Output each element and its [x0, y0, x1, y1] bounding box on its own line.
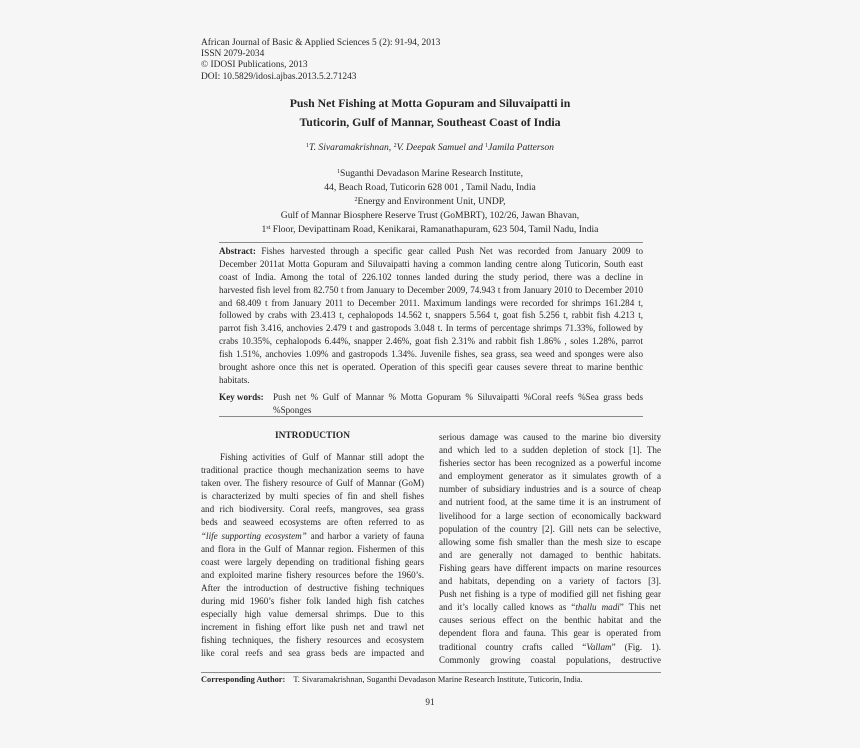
- italic-term: thallu madi: [575, 602, 620, 613]
- affiliation-text: 1: [261, 224, 267, 235]
- body-line: and which led to a sudden depletion of stock [1]. The: [439, 445, 661, 456]
- affiliation-text: Floor, Devipattinam Road, Kenikarai, Ramanathapuram, 623 504, Tamil Nadu, India: [270, 224, 599, 235]
- abstract-line: and 68.409 t from January 2011 to December 2011. Maximum landings were recorded for shrimps 161.284 t,: [219, 297, 643, 308]
- body-line: increment in fishing effort like push net and trawl net: [201, 622, 424, 633]
- body-line: fisheries sector has been recognized as a powerful income: [439, 458, 661, 469]
- author-affiliation-mark: 1: [485, 143, 489, 149]
- abstract-line: coast of India. Among the total of 226.102 tonnes landed during the study period, there was a decline in: [219, 271, 643, 282]
- ordinal-suffix: st: [266, 225, 271, 231]
- abstract-line: [219, 245, 643, 258]
- italic-term: “life supporting ecosystem”: [201, 530, 307, 541]
- body-line: and flora in the Gulf of Mannar region. Fishermen of this: [201, 543, 424, 554]
- abstract-line: December 2011at Motta Gopuram and Siluvaipatti having a common landing centre along Tuticorin, South east: [219, 258, 643, 269]
- abstract-line: crabs 10.35%, cephalopods 6.44%, snapper 2.46%, goat fish 2.31% and rabbit fish 1.86% , soles 1.28%, parrot: [219, 336, 643, 347]
- abstract-line: brought ashore once this net is operated. Operation of this specifi gear causes severe threat to marine benthic: [219, 362, 643, 373]
- affiliation-line: 44, Beach Road, Tuticorin 628 001 , Tamil Nadu, India: [324, 181, 536, 193]
- author-affiliation-mark: 2: [393, 143, 397, 149]
- author-affiliation-mark: 1: [306, 143, 310, 149]
- journal-citation: African Journal of Basic & Applied Sciences 5 (2): 91-94, 2013: [201, 38, 441, 48]
- corresponding-author: [201, 675, 583, 684]
- affiliation-line: Gulf of Mannar Biosphere Reserve Trust (GoMBRT), 102/26, Jawan Bhavan,: [280, 209, 580, 221]
- footnote-rule: [201, 672, 661, 673]
- keywords-list: [273, 391, 643, 417]
- paper-title: [200, 94, 660, 132]
- corresponding-author-text: T. Sivaramakrishnan, Suganthi Devadason Marine Research Institute, Tuticorin, India.: [293, 675, 583, 684]
- body-line: is characterized by multi species of fin and shell fishes: [201, 491, 424, 502]
- body-line: like coral reefs and sea grass beds are impacted and: [201, 648, 424, 659]
- body-line: during mid 1960’s fisher folk landed high fish catches: [201, 596, 424, 607]
- body-text: ” (Fig. 1).: [611, 641, 661, 652]
- keywords-bottom-rule: [219, 416, 643, 417]
- author-name: T. Sivaramakrishnan,: [309, 142, 394, 153]
- body-column-left: [201, 451, 424, 661]
- affiliation-line: [200, 222, 660, 237]
- author-name: Jamila Patterson: [488, 142, 554, 153]
- doi: DOI: 10.5829/idosi.ajbas.2013.5.2.71243: [201, 71, 357, 82]
- body-line: fishing techniques, the fishery resources and ecosystem: [201, 635, 424, 646]
- body-line: allowing some fish smaller than the mesh size to escape: [439, 536, 661, 547]
- body-line: [439, 641, 661, 654]
- body-line: serious damage was caused to the marine bio diversity: [439, 432, 661, 442]
- issn: ISSN 2079-2034: [201, 49, 265, 60]
- body-line: Fishing activities of Gulf of Mannar still adopt the: [220, 452, 424, 462]
- affiliation-text: Suganthi Devadason Marine Research Institute,: [339, 168, 524, 179]
- affiliation-line: [200, 166, 660, 181]
- body-text: and it’s locally called knows as “: [439, 602, 576, 613]
- author-name: V. Deepak Samuel and: [396, 142, 486, 153]
- body-line: especially high value demersal shrimps. Due to this: [201, 609, 424, 620]
- body-line: and exploited marine fishery resources before the 1960’s.: [201, 569, 424, 580]
- body-line: population of the country [2]. Gill nets can be selective,: [439, 523, 661, 534]
- body-line: traditional practice though mechanization seems to have: [201, 465, 424, 476]
- body-text: ” This net: [619, 602, 661, 613]
- author-list: [200, 140, 660, 154]
- journal-header: [201, 38, 440, 83]
- body-line: livelihood for a large section of economically backward: [439, 510, 661, 521]
- affiliation-line: [200, 194, 660, 209]
- body-line: causes serious effect on the benthic habitat and the: [439, 615, 661, 626]
- body-line: [439, 601, 661, 614]
- abstract-line: harvested fish level from 82.750 t from January to December 2009, 74.943 t from January 2010 to December 2010: [219, 284, 643, 295]
- body-line: and are generally not damaged to benthic habitats.: [439, 549, 661, 560]
- body-line: taken over. The fishery resource of Gulf of Mannar (GoM): [201, 478, 424, 489]
- keywords-label: Key words:: [219, 392, 264, 402]
- body-line: dependent flora and fauna. This gear is operated from: [439, 628, 661, 639]
- body-line: Commonly growing coastal populations, destructive: [439, 654, 661, 665]
- body-line: number of subsidiary industries and is a source of cheap: [439, 484, 661, 495]
- keywords-line: %Sponges: [273, 404, 312, 415]
- abstract-line: parrot fish 3.416, anchovies 2.479 t and gastropods 3.048 t. In terms of percentage shrimps 71.33%, followed by: [219, 323, 643, 334]
- body-line: Fishing gears have different impacts on marine resources: [439, 562, 661, 573]
- affiliation-mark: 2: [354, 197, 358, 203]
- abstract-label: Abstract:: [219, 246, 256, 256]
- body-line: coast were largely depending on traditional fishing gears: [201, 556, 424, 567]
- body-line: beds and seaweed ecosystems are often referred to as: [201, 517, 424, 528]
- body-line: Push net fishing is a type of modified gill net fishing gear: [439, 589, 661, 600]
- title-line-1: Push Net Fishing at Motta Gopuram and Siluvaipatti in: [289, 96, 571, 110]
- affiliation-text: Energy and Environment Unit, UNDP,: [357, 196, 506, 207]
- affiliation-mark: 1: [336, 169, 340, 175]
- body-line: and rich biodiversity. Coral reefs, mangroves, sea grass: [201, 504, 424, 515]
- keywords-line: Push net % Gulf of Mannar % Motta Gopuram % Siluvaipatti %Coral reefs %Sea grass beds: [273, 392, 643, 402]
- abstract: [219, 245, 643, 387]
- abstract-top-rule: [219, 242, 643, 243]
- body-line: After the introduction of destructive fishing techniques: [201, 582, 424, 593]
- abstract-line: followed by crabs with 23.413 t, cephalopods 14.562 t, snappers 5.564 t, goat fish 5.256 t, rabbit fish 4.213 t,: [219, 310, 643, 321]
- body-text: and harbor a variety of fauna: [306, 530, 424, 541]
- body-text: traditional country crafts called “: [439, 641, 587, 652]
- corresponding-author-label: Corresponding Author:: [201, 675, 286, 684]
- title-line-2: Tuticorin, Gulf of Mannar, Southeast Coast of India: [299, 115, 561, 129]
- copyright: © IDOSI Publications, 2013: [201, 60, 308, 71]
- body-line: and employment generator as it simulates growth of a: [439, 471, 661, 482]
- body-line: and nutrient food, at the same time it is an instrument of: [439, 497, 661, 508]
- section-heading-introduction: INTRODUCTION: [274, 431, 350, 441]
- body-column-right: [439, 431, 661, 667]
- abstract-text: Fishes harvested through a specific gear called Push Net was recorded from January 2009 to: [255, 246, 643, 256]
- abstract-line: habitats.: [219, 374, 250, 385]
- body-line: and habitats, depending on a variety of factors [3].: [439, 576, 661, 587]
- page-number: 91: [425, 697, 435, 707]
- affiliations: [200, 166, 660, 237]
- body-line: [201, 530, 424, 543]
- abstract-line: fish 1.51%, anchovies 1.09% and gastropods 1.34%. Juvenile fishes, sea grass, sea weed and sponges were also: [219, 349, 643, 360]
- italic-term: Vallam: [586, 641, 612, 652]
